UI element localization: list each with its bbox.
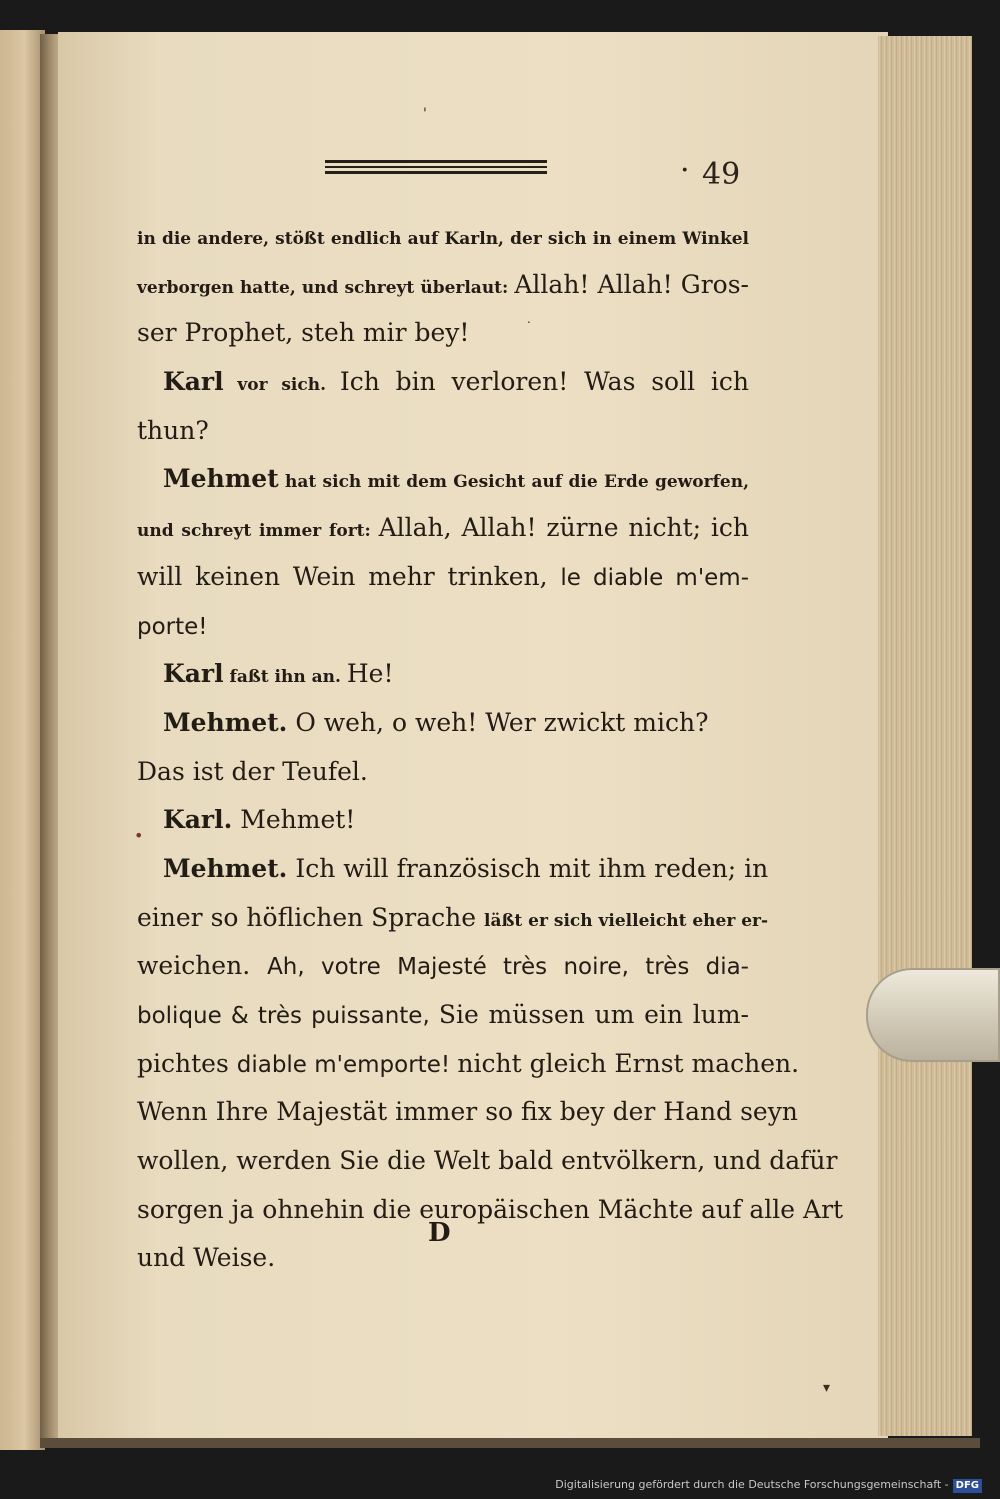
text-segment: Ich will französisch mit ihm reden; in: [287, 853, 769, 883]
text-segment: Ich bin verloren! Was soll ich: [339, 367, 749, 397]
text-segment: He!: [346, 659, 394, 689]
ink-speck: ': [423, 106, 427, 122]
text-segment: einer so höflichen Sprache: [137, 902, 485, 932]
text-segment: wollen, werden Sie die Welt bald entvölkern, und dafür: [137, 1146, 838, 1176]
ink-speck: •: [134, 826, 144, 845]
text-line: [137, 748, 749, 797]
text-segment: vor sich.: [223, 375, 340, 396]
text-line: [137, 796, 749, 845]
speaker-name: Karl.: [163, 805, 233, 835]
text-line: [137, 358, 749, 407]
text-line: [137, 894, 769, 943]
header-dot: ·: [680, 153, 690, 188]
left-page-edge: [0, 30, 45, 1450]
text-segment: O weh, o weh! Wer zwickt mich?: [287, 707, 709, 737]
text-line: [137, 553, 749, 602]
dfg-logo: DFG: [953, 1479, 982, 1493]
text-segment: und Weise.: [137, 1243, 276, 1273]
text-segment: will keinen Wein mehr trinken,: [137, 561, 561, 591]
digitization-footer: [555, 1478, 982, 1493]
footer-text: Digitalisierung gefördert durch die Deutsche Forschungsgemeinschaft -: [555, 1478, 949, 1491]
speaker-name: Mehmet.: [163, 707, 288, 737]
text-line: [137, 650, 749, 699]
text-line: [137, 845, 769, 894]
text-segment: und schreyt immer fort:: [137, 521, 379, 542]
text-segment: Das ist der Teufel.: [137, 756, 368, 786]
text-segment: in die andere, stößt endlich auf Karln, der sich in einem Winkel: [137, 229, 749, 249]
speaker-name: Mehmet.: [163, 853, 288, 883]
page-text: [137, 212, 844, 1283]
signature-mark: D: [428, 1218, 451, 1248]
speaker-name: Mehmet: [163, 464, 279, 494]
book-clip-tab: [866, 968, 1000, 1062]
text-segment: sorgen ja ohnehin die europäischen Mächte auf alle Art: [137, 1194, 844, 1224]
text-segment: Allah, Allah! zürne nicht; ich: [378, 513, 749, 543]
text-segment: Allah! Allah! Gros-: [514, 269, 749, 299]
text-line: [137, 455, 749, 504]
text-line: [137, 212, 749, 261]
page-stack-edge: [878, 36, 972, 1436]
text-segment: Sie müssen um ein lum-: [438, 1000, 750, 1029]
ink-speck: ▾: [823, 1380, 831, 1396]
text-segment: thun?: [137, 415, 209, 445]
page-bottom-shadow: [40, 1438, 980, 1448]
text-line: [137, 699, 749, 748]
text-line: [137, 942, 749, 991]
text-segment: Mehmet!: [232, 805, 356, 835]
text-segment: Ah, votre Majesté très noire, très dia-: [267, 954, 749, 981]
text-segment: verborgen hatte, und schreyt überlaut:: [137, 277, 515, 298]
text-line: [137, 602, 749, 651]
page-number: 49: [702, 157, 741, 192]
text-line: [137, 1088, 798, 1137]
text-segment: Wenn Ihre Majestät immer so fix bey der Hand seyn: [137, 1097, 798, 1127]
text-segment: bolique & très puissante,: [137, 1003, 439, 1029]
text-line: [137, 504, 749, 553]
text-segment: ser Prophet, steh mir bey!: [137, 318, 470, 348]
text-line: [137, 991, 749, 1040]
speaker-name: Karl: [163, 659, 224, 689]
text-segment: diable m'emporte!: [236, 1051, 458, 1078]
text-segment: faßt ihn an.: [223, 667, 347, 688]
text-segment: hat sich mit dem Gesicht auf die Erde geworfen,: [278, 472, 749, 493]
text-segment: weichen.: [137, 951, 268, 981]
text-segment: pichtes: [137, 1048, 237, 1078]
text-segment: nicht gleich Ernst machen.: [457, 1048, 800, 1078]
text-line: [137, 1040, 800, 1089]
speaker-name: Karl: [163, 367, 224, 397]
text-segment: le diable m'em-: [560, 564, 749, 591]
text-line: [137, 1137, 838, 1186]
text-segment: porte!: [137, 613, 208, 640]
text-line: [137, 261, 749, 310]
text-line: [137, 309, 749, 358]
text-segment: läßt er sich vielleicht eher er-: [484, 910, 769, 931]
header-rule: [325, 160, 547, 174]
text-line: [137, 407, 749, 456]
ink-speck: .: [527, 312, 531, 326]
